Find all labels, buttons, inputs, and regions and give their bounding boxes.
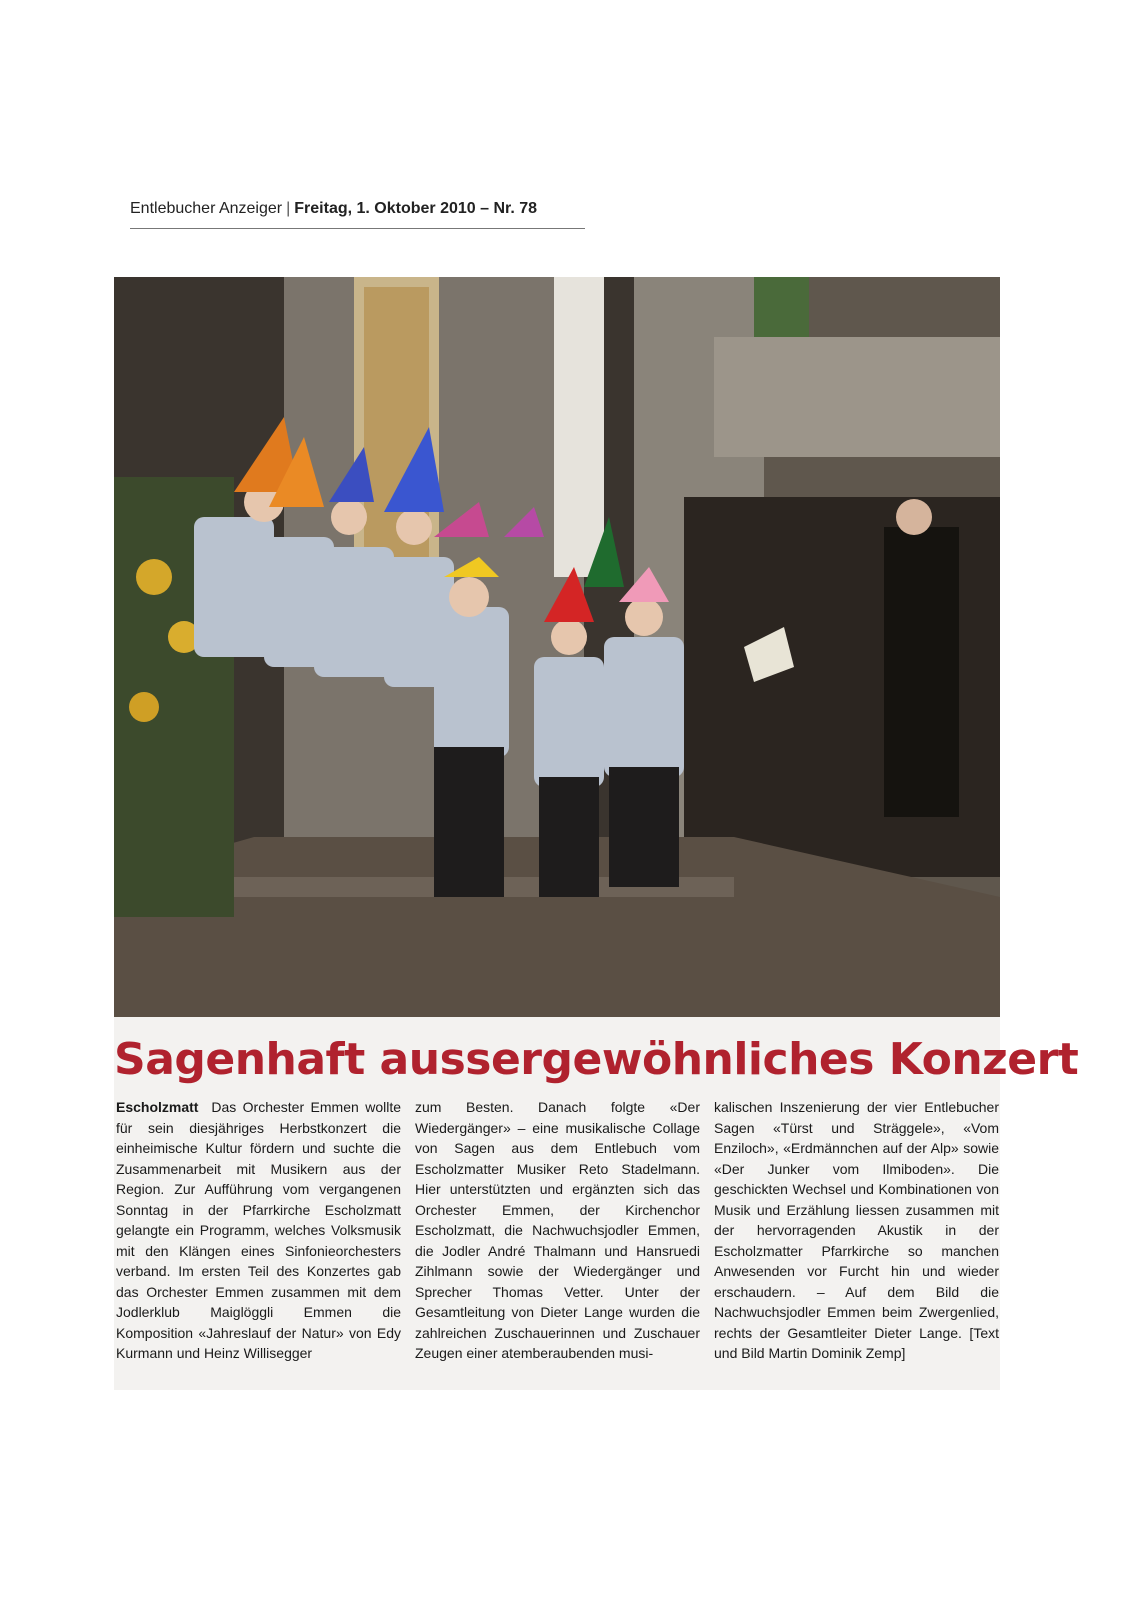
article-column-1 (116, 1097, 401, 1364)
choir-photo (114, 277, 1000, 1017)
article-headline: Sagenhaft aussergewöhnliches Konzert (114, 1034, 1079, 1085)
masthead (130, 200, 585, 229)
issue-date: Freitag, 1. Oktober 2010 – Nr. 78 (294, 200, 538, 217)
dateline: Escholzmatt (116, 1099, 199, 1115)
article-column-3: kalischen Inszenierung der vier Entlebucher Sagen «Türst und Sträggele», «Vom Enziloch», «Erdmännchen auf der Alp» sowie «Der Junker vom Ilmiboden». Die geschickten Wechsel und Kombinationen von Musik und Erzählung liessen zusammen mit der hervorragenden Akustik in der Escholzmatter Pfarrkirche so manchen Anwesenden vor Furcht hin und wieder erschaudern. – Auf dem Bild die Nachwuchsjodler Emmen beim Zwergenlied, rechts der Gesamtleiter Dieter Lange. [Text und Bild Martin Dominik Zemp] (714, 1099, 999, 1361)
article-column-2: zum Besten. Danach folgte «Der Wiedergänger» – eine musikalische Collage von Sagen aus dem Entlebuch vom Escholzmatter Musiker Reto Stadelmann. Hier unterstützten und ergänzten sich das Orchester Emmen, der Kirchenchor Escholzmatt, die Nachwuchsjodler Emmen, die Jodler André Thalmann und Hansruedi Zihlmann sowie der Wiedergänger und Sprecher Thomas Vetter. Unter der Gesamtleitung von Dieter Lange wurden die zahlreichen Zuschauerinnen und Zuschauer Zeugen einer atemberaubenden musi- (415, 1099, 700, 1361)
column-1-text: Das Orchester Emmen wollte für sein diesjähriges Herbstkonzert die einheimische Kultur fördern und suchte die Zusammenarbeit mit Musikern aus der Region. Zur Aufführung vom vergangenen Sonntag in der Pfarrkirche Escholzmatt gelangte ein Programm, welches Volksmusik mit den Klängen eines Sinfonieorchesters verband. Im ersten Teil des Konzertes gab das Orchester Emmen zusammen mit dem Jodlerklub Maiglöggli Emmen die Komposition «Jahreslauf der Natur» von Edy Kurmann und Heinz Willisegger (116, 1099, 401, 1361)
paper-name: Entlebucher Anzeiger (130, 200, 283, 217)
article-body (116, 1097, 1000, 1364)
masthead-separator: | (286, 200, 291, 217)
